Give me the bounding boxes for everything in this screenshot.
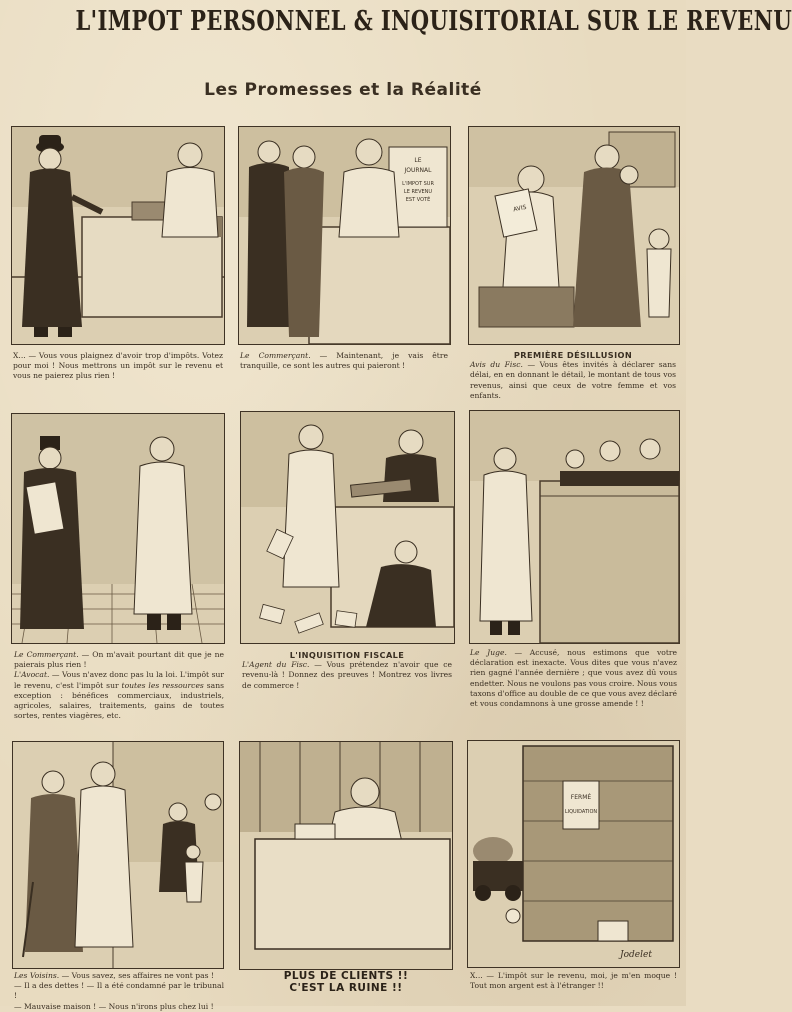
svg-text:JOURNAL: JOURNAL: [404, 167, 432, 174]
politician-shop-drawing: [12, 127, 224, 344]
panel-9-illustration: [467, 740, 680, 968]
panel-1-caption: X... — Vous vous plaignez d'avoir trop d'impôts. Votez pour moi ! Nous mettrons un impôt sur le revenu et vous ne paierez plus rien !: [13, 351, 224, 381]
artist-signature: Jodelet: [620, 950, 652, 960]
panel-6-caption: Le Juge. — Accusé, nous estimons que votre déclaration est inexacte. Vous dites que vous n'avez rien gagné l'année dernière ; que vous avez dû vous endetter. Nous ne voulons pas vous croire. Nous vous taxons d'office au double de ce que vous avez déclaré et vous condamnons à une grosse amende ! !: [470, 648, 677, 709]
svg-text:FERMÉ: FERMÉ: [570, 794, 592, 801]
panel-5-caption: L'INQUISITION FISCALE L'Agent du Fisc. — Vous prétendez n'avoir que ce revenu-là ! Donnez des preuves ! Montrez vos livres de commerce !: [242, 650, 452, 690]
panel-9-caption: X... — L'impôt sur le revenu, moi, je m'en moque ! Tout mon argent est à l'étranger !!: [470, 971, 677, 991]
panel-7-caption: Les Voisins. — Vous savez, ses affaires ne vont pas ! — Il a des dettes ! — Il a été condamné par le tribunal ! — Mauvaise maison ! — Nous n'irons plus chez lui !: [14, 971, 224, 1011]
svg-text:LE: LE: [414, 157, 422, 164]
merchant-newspaper-drawing: [239, 127, 450, 344]
closed-shop-drawing: [468, 741, 679, 967]
panel-5-title: L'INQUISITION FISCALE: [289, 650, 405, 660]
panel-6-illustration: [469, 410, 680, 644]
panel-8-caption: PLUS DE CLIENTS !! C'EST LA RUINE !!: [283, 970, 409, 994]
panel-3-illustration: [468, 126, 680, 345]
panel-1-illustration: [11, 126, 225, 345]
page-title: L'IMPOT PERSONNEL & INQUISITORIAL SUR LE REVENU: [75, 6, 792, 37]
svg-text:L'IMPOT SUR: L'IMPOT SUR: [402, 181, 434, 187]
panel-2-caption: Le Commerçant. — Maintenant, je vais être tranquille, ce sont les autres qui paieront !: [240, 351, 448, 371]
panel-4-caption: Le Commerçant. — On m'avait pourtant dit que je ne paierais plus rien ! L'Avocat. — Vous n'avez donc pas lu la loi. L'impôt sur le revenu, c'est l'impôt sur toutes les ressources sans exception : bénéfices commerciaux, industriels, agricoles, salaires, traitements, gains de toutes sortes, rentes viagères, etc.: [14, 650, 225, 721]
panel-3-caption: PREMIÈRE DÉSILLUSION Avis du Fisc. — Vous êtes invités à déclarer sans délai, en en donnant le détail, le montant de tous vos revenus, ainsi que ceux de votre femme et vos enfants.: [470, 350, 677, 400]
notice-paper-text: AVIS: [512, 203, 528, 214]
lawyer-merchant-drawing: [12, 414, 224, 643]
tax-notice-family-drawing: [469, 127, 679, 344]
gossiping-neighbours-drawing: [13, 742, 223, 968]
panel-5-illustration: [240, 411, 455, 644]
panel-8-illustration: [239, 741, 453, 970]
svg-text:LIQUIDATION: LIQUIDATION: [564, 809, 598, 815]
svg-text:EST VOTÉ: EST VOTÉ: [405, 197, 431, 203]
panel-2-illustration: [238, 126, 451, 345]
svg-text:LE REVENU: LE REVENU: [403, 189, 433, 195]
empty-shop-drawing: [240, 742, 452, 969]
panel-7-illustration: [12, 741, 224, 969]
page-subtitle: Les Promesses et la Réalité: [204, 80, 482, 100]
panel-4-illustration: [11, 413, 225, 644]
tax-inspection-drawing: [241, 412, 454, 643]
courtroom-drawing: [470, 411, 679, 643]
panel-3-title: PREMIÈRE DÉSILLUSION: [513, 350, 633, 360]
